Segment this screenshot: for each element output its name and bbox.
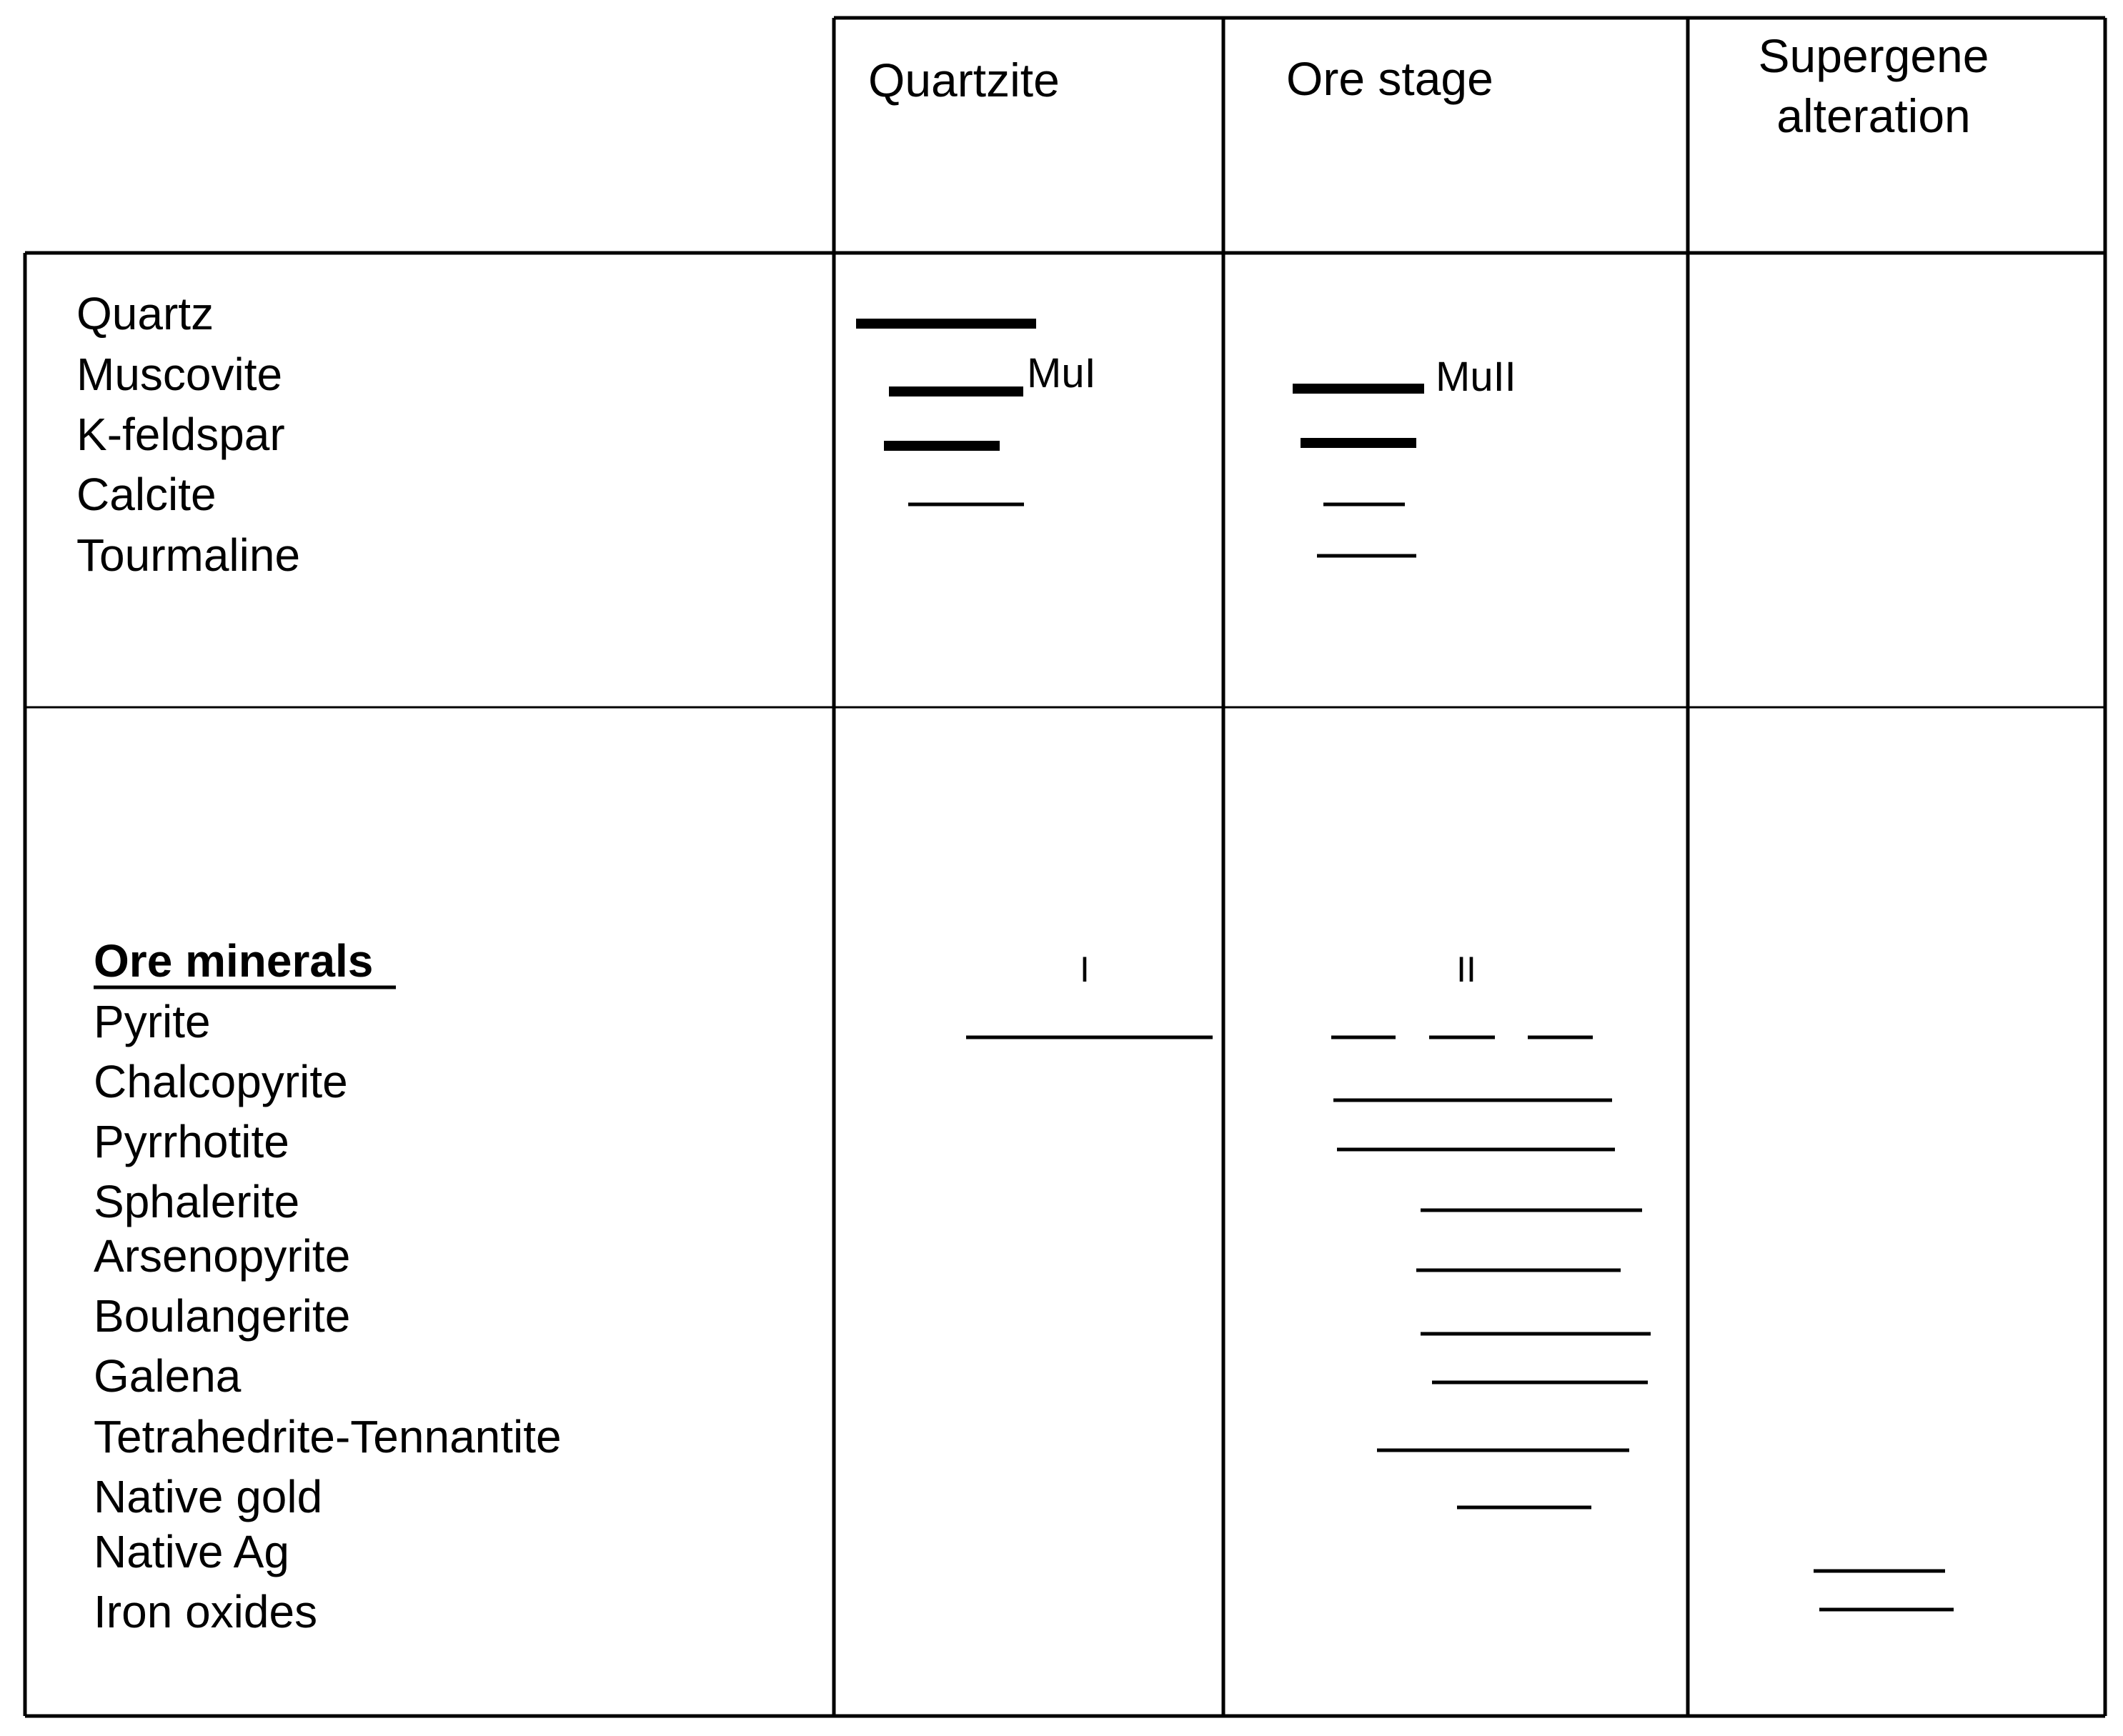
mineral-label-iron-oxides: Iron oxides: [94, 1586, 318, 1637]
mineral-label-sphalerite: Sphalerite: [94, 1176, 300, 1227]
gangue-mineral-list: [76, 288, 300, 581]
mineral-label-tourmaline: Tourmaline: [76, 529, 301, 581]
mineral-label-arsenopyrite: Arsenopyrite: [94, 1230, 351, 1282]
header-supergene-line2: alteration: [1776, 89, 1971, 142]
mineral-label-tetrahedrite-tennantite: Tetrahedrite-Tennantite: [94, 1411, 562, 1462]
mineral-label-pyrrhotite: Pyrrhotite: [94, 1116, 289, 1167]
mineral-label-chalcopyrite: Chalcopyrite: [94, 1056, 348, 1107]
ore-duration-bars: [966, 1037, 1954, 1610]
header-quartzite: Quartzite: [868, 54, 1060, 106]
mineral-label-boulangerite: Boulangerite: [94, 1290, 351, 1342]
mineral-label-calcite: Calcite: [76, 469, 217, 520]
ore-minerals-title: Ore minerals: [94, 935, 374, 987]
mineral-label-quartz: Quartz: [76, 288, 214, 339]
ore-stage-label-1: I: [1080, 949, 1090, 989]
mineral-label-pyrite: Pyrite: [94, 996, 211, 1047]
mineral-label-muscovite: Muscovite: [76, 349, 283, 400]
mineral-label-native-ag: Native Ag: [94, 1526, 289, 1577]
mineral-label-galena: Galena: [94, 1350, 242, 1402]
ore-mineral-list: [94, 996, 562, 1637]
muscovite-generation-1-label: MuI: [1027, 350, 1096, 396]
header-ore-stage: Ore stage: [1286, 52, 1493, 105]
ore-stage-label-2: II: [1456, 949, 1476, 989]
muscovite-generation-2-label: MuII: [1436, 354, 1516, 400]
mineral-label-k-feldspar: K-feldspar: [76, 409, 285, 460]
gangue-duration-bars: [856, 324, 1424, 556]
header-supergene-line1: Supergene: [1758, 29, 1989, 82]
mineral-label-native-gold: Native gold: [94, 1471, 323, 1522]
